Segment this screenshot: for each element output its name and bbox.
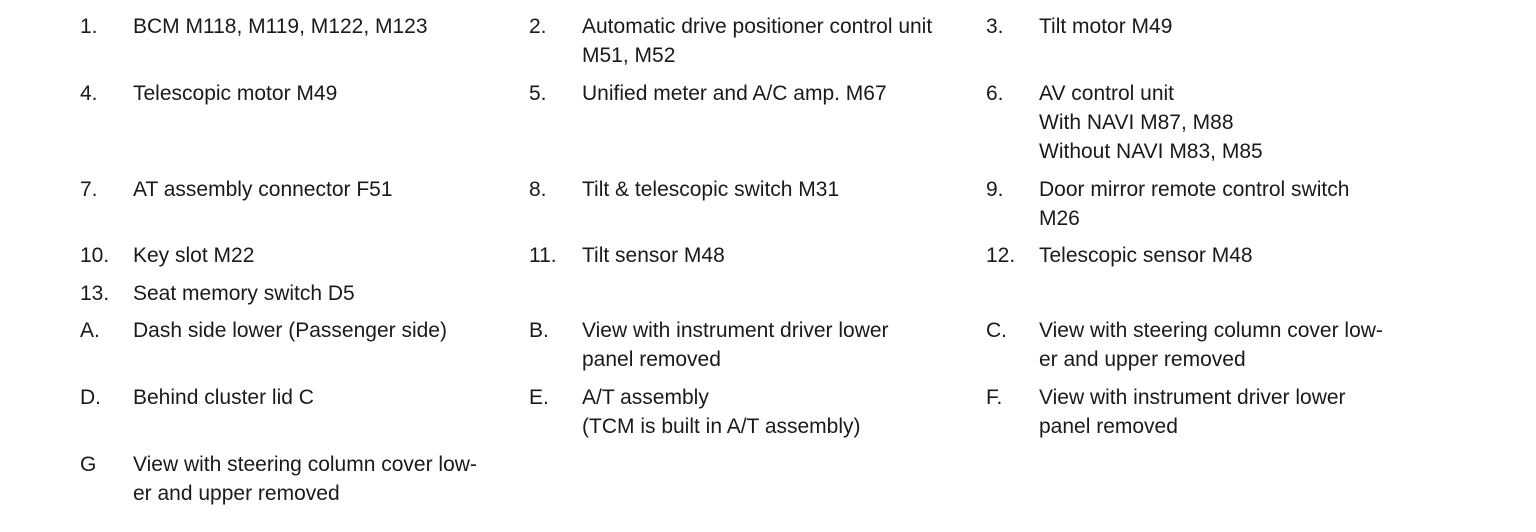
item-description: [133, 12, 523, 41]
item-description: [1039, 12, 1429, 41]
item-letter: D.: [80, 386, 101, 409]
item-line: panel removed: [1039, 415, 1178, 438]
item-number: 2.: [529, 15, 547, 38]
item-line: er and upper removed: [133, 482, 340, 505]
item-line: Key slot M22: [133, 244, 255, 267]
item-description: [1039, 175, 1429, 233]
item-number: 11.: [529, 244, 557, 267]
item-description: [133, 241, 523, 270]
item-line: AT assembly connector F51: [133, 178, 393, 201]
item-description: [582, 316, 972, 374]
item-number: 1.: [80, 15, 98, 38]
item-number: 10.: [80, 244, 110, 267]
item-line: Telescopic motor M49: [133, 82, 338, 105]
item-line: Automatic drive positioner control unit: [582, 15, 933, 38]
item-description: [133, 316, 523, 345]
item-line: Behind cluster lid C: [133, 386, 314, 409]
item-letter: B.: [529, 319, 549, 342]
item-description: [133, 279, 523, 308]
item-line: Unified meter and A/C amp. M67: [582, 82, 887, 105]
item-line: M26: [1039, 207, 1080, 230]
item-number: 9.: [986, 178, 1004, 201]
item-description: [133, 383, 523, 412]
item-line: View with steering column cover low-: [1039, 319, 1383, 342]
item-letter: A.: [80, 319, 100, 342]
item-letter: C.: [986, 319, 1007, 342]
item-line: View with instrument driver lower: [1039, 386, 1346, 409]
item-description: [582, 175, 972, 204]
item-line: BCM M118, M119, M122, M123: [133, 15, 428, 38]
item-line: View with instrument driver lower: [582, 319, 889, 342]
item-description: [582, 79, 972, 108]
item-line: View with steering column cover low-: [133, 453, 477, 476]
item-line: Dash side lower (Passenger side): [133, 319, 447, 342]
item-description: [582, 383, 972, 441]
item-number: 4.: [80, 82, 98, 105]
item-number: 8.: [529, 178, 547, 201]
item-number: 7.: [80, 178, 98, 201]
item-line: Telescopic sensor M48: [1039, 244, 1253, 267]
item-description: [1039, 316, 1429, 374]
item-description: [582, 241, 972, 270]
item-line: Without NAVI M83, M85: [1039, 140, 1263, 163]
item-line: er and upper removed: [1039, 348, 1246, 371]
item-number: 5.: [529, 82, 547, 105]
item-description: [133, 450, 523, 508]
item-description: [582, 12, 972, 70]
item-line: A/T assembly: [582, 386, 709, 409]
item-line: AV control unit: [1039, 82, 1175, 105]
item-letter: F.: [986, 386, 1003, 409]
item-description: [133, 175, 523, 204]
item-line: With NAVI M87, M88: [1039, 111, 1234, 134]
item-line: Tilt motor M49: [1039, 15, 1173, 38]
item-number: 3.: [986, 15, 1004, 38]
item-line: Tilt & telescopic switch M31: [582, 178, 840, 201]
item-description: [1039, 79, 1429, 166]
item-letter: E.: [529, 386, 549, 409]
item-description: [1039, 241, 1429, 270]
item-number: 13.: [80, 282, 110, 305]
item-line: Door mirror remote control switch: [1039, 178, 1350, 201]
item-line: panel removed: [582, 348, 721, 371]
item-description: [133, 79, 523, 108]
item-line: M51, M52: [582, 44, 676, 67]
item-line: (TCM is built in A/T assembly): [582, 415, 861, 438]
item-line: Tilt sensor M48: [582, 244, 725, 267]
item-description: [1039, 383, 1429, 441]
item-line: Seat memory switch D5: [133, 282, 355, 305]
item-number: 6.: [986, 82, 1004, 105]
item-number: 12.: [986, 244, 1016, 267]
item-letter: G: [80, 453, 97, 476]
